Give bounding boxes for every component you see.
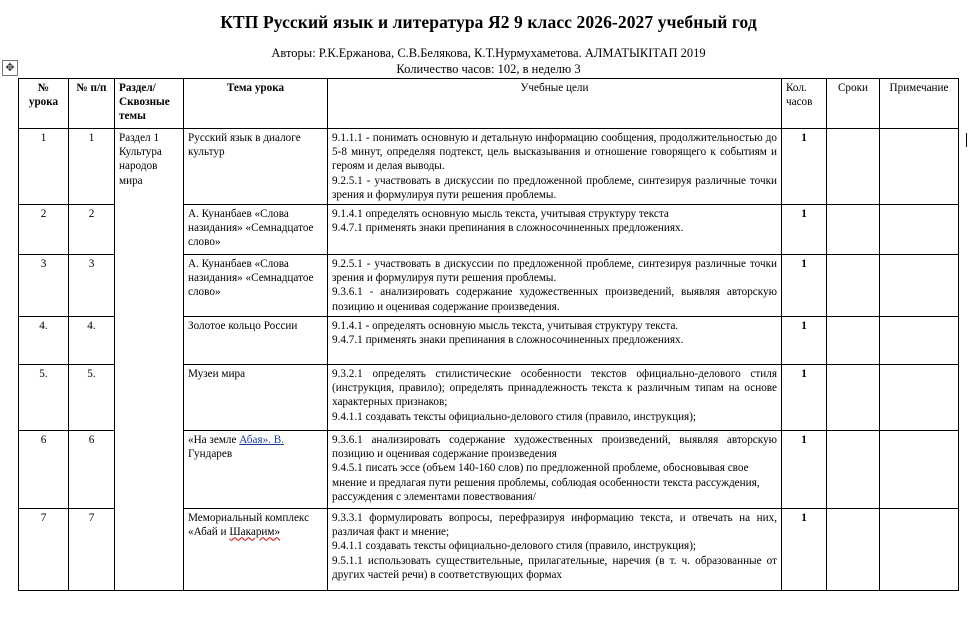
section-cell: Раздел 1 Культура народов мира [115,129,184,591]
learning-goals [328,255,782,317]
header-goals: Учебные цели [328,79,782,129]
hours-count: 1 [782,509,827,591]
authors-line: Авторы: Р.К.Ержанова, С.В.Белякова, К.Т.Нурмухаметова. АЛМАТЫКІТАП 2019 [271,46,706,60]
goal-line: 9.2.5.1 - участвовать в дискуссии по предложенной проблеме, синтезируя различные точки зрения и формулируя пути решения проблемы. [332,258,777,285]
learning-goals [328,317,782,365]
goal-line: 9.4.7.1 применять знаки препинания в сложносочиненных предложениях. [332,334,684,347]
learning-goals [328,365,782,431]
header-hours: Кол. часов [782,79,827,129]
notes-cell[interactable] [880,129,959,205]
lesson-number: 6 [19,431,69,509]
dates-cell[interactable] [827,365,880,431]
notes-cell[interactable] [880,205,959,255]
pp-number: 7 [69,509,115,591]
header-lesson-no: № урока [19,79,69,129]
header-topic: Тема урока [184,79,328,129]
pp-number: 2 [69,205,115,255]
dates-cell[interactable] [827,431,880,509]
notes-cell[interactable] [880,255,959,317]
document-title: КТП Русский язык и литература Я2 9 класс 2026-2027 учебный год [220,12,757,32]
lesson-plan-table [18,78,959,591]
pp-number: 3 [69,255,115,317]
pp-number: 1 [69,129,115,205]
pp-number: 4. [69,317,115,365]
lesson-number: 2 [19,205,69,255]
lesson-topic: Русский язык в диалоге культур [184,129,328,205]
hours-count: 1 [782,205,827,255]
lesson-number: 5. [19,365,69,431]
lesson-topic [184,431,328,509]
hours-line: Количество часов: 102, в неделю 3 [396,62,581,76]
learning-goals [328,205,782,255]
lesson-topic: А. Кунанбаев «Слова назидания» «Семнадцатое слово» [184,255,328,317]
topic-text: «На земле [188,434,240,447]
hours-count: 1 [782,129,827,205]
notes-cell[interactable] [880,509,959,591]
topic-text: Мемориальный комплекс «Абай и [188,512,310,539]
learning-goals [328,129,782,205]
lesson-number: 3 [19,255,69,317]
hours-count: 1 [782,365,827,431]
goal-line: 9.4.5.1 писать эссе (объем 140-160 слов) по предложенной проблеме, обосновывая свое мнение и предлагая пути решения проблемы, соблюдая особенности текста рассуждения, рассуждения с элементами повествования/ [332,462,760,503]
dates-cell[interactable] [827,205,880,255]
goal-line: 9.1.1.1 - понимать основную и детальную информацию сообщения, продолжительностью до 5-8 минут, определяя подтекст, цель высказывания и отношение говорящего к событиям и героям и делая выводы. [332,132,777,173]
goal-line: 9.3.3.1 формулировать вопросы, перефразируя информацию текста, и отвечать на них, различая факт и мнение; [332,512,777,539]
goal-line: 9.3.2.1 определять стилистические особенности текстов официально-делового стиля (инструкция, правило); определять принадлежность текста к различным типам на основе характерных признаков; [332,368,777,409]
goal-line: 9.5.1.1 использовать существительные, прилагательные, наречия (в т. ч. образованные от других частей речи) в соответствующих формах [332,554,777,581]
table-row [19,129,959,205]
pp-number: 5. [69,365,115,431]
goal-line: 9.1.4.1 - определять основную мысль текста, учитывая структуру текста. [332,320,679,333]
dates-cell[interactable] [827,509,880,591]
goal-line: 9.2.5.1 - участвовать в дискуссии по предложенной проблеме, синтезируя различные точки зрения и формулируя пути решения проблемы. [332,174,777,201]
lesson-topic: А. Кунанбаев «Слова назидания» «Семнадцатое слово» [184,205,328,255]
goal-line: 9.4.7.1 применять знаки препинания в сложносочиненных предложениях. [332,222,684,235]
goal-line: 9.3.6.1 - анализировать содержание художественных произведений, выявляя авторскую позицию и оценивая содержание произведения. [332,286,777,313]
hours-count: 1 [782,317,827,365]
lesson-number: 1 [19,129,69,205]
topic-misspelled-word: Шакарим» [229,526,281,539]
notes-cell[interactable] [880,431,959,509]
hours-count: 1 [782,431,827,509]
lesson-topic [184,509,328,591]
topic-link[interactable]: Абая». В. [239,434,285,447]
topic-text: Гундарев [188,448,233,461]
goal-line: 9.4.1.1 создавать тексты официально-делового стиля (правило, инструкция); [332,410,697,423]
goal-line: 9.3.6.1 анализировать содержание художественных произведений, выявляя авторскую позицию и оценивая содержание произведения [332,434,777,461]
lesson-number: 7 [19,509,69,591]
table-header-row [19,79,959,129]
header-dates: Сроки [827,79,880,129]
dates-cell[interactable] [827,317,880,365]
learning-goals [328,509,782,591]
lesson-topic: Золотое кольцо России [184,317,328,365]
hours-count: 1 [782,255,827,317]
header-section: Раздел/ Сквозные темы [115,79,184,129]
table-move-handle-icon[interactable]: ✥ [2,60,18,76]
text-cursor [966,133,967,147]
notes-cell[interactable] [880,317,959,365]
goal-line: 9.1.4.1 определять основную мысль текста, учитывая структуру текста [332,208,669,221]
header-pp-no: № п/п [69,79,115,129]
dates-cell[interactable] [827,129,880,205]
learning-goals [328,431,782,509]
header-notes: Примечание [880,79,959,129]
lesson-number: 4. [19,317,69,365]
pp-number: 6 [69,431,115,509]
goal-line: 9.4.1.1 создавать тексты официально-делового стиля (правило, инструкция); [332,540,697,553]
lesson-topic: Музеи мира [184,365,328,431]
notes-cell[interactable] [880,365,959,431]
dates-cell[interactable] [827,255,880,317]
